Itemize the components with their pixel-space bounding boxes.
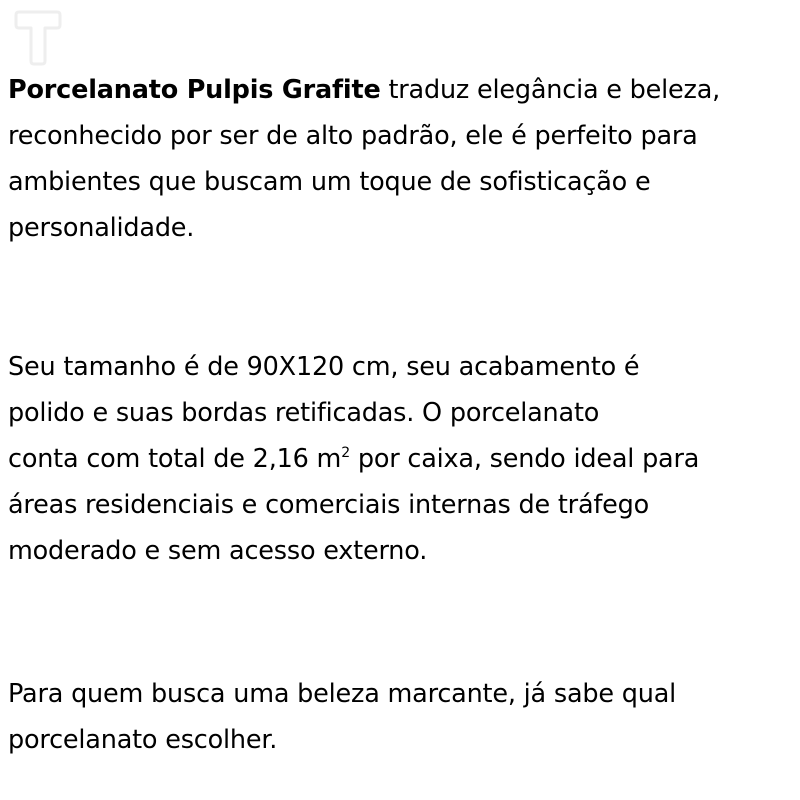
intro-line-2: reconhecido por ser de alto padrão, ele é perfeito para bbox=[8, 121, 698, 151]
specs-line-4: áreas residenciais e comerciais internas de tráfego bbox=[8, 490, 650, 520]
specs-line-3-start: conta com total de 2,16 m bbox=[8, 444, 342, 474]
closing-line-1: Para quem busca uma beleza marcante, já sabe qual bbox=[8, 679, 677, 709]
specs-line-1: Seu tamanho é de 90X120 cm, seu acabamento é bbox=[8, 352, 640, 382]
intro-line-3: ambientes que buscam um toque de sofisticação e bbox=[8, 167, 651, 197]
specs-line-5: moderado e sem acesso externo. bbox=[8, 536, 428, 566]
closing-paragraph bbox=[8, 671, 676, 763]
square-superscript: 2 bbox=[341, 445, 350, 461]
closing-line-2: porcelanato escolher. bbox=[8, 725, 278, 755]
product-name: Porcelanato Pulpis Grafite bbox=[8, 75, 381, 105]
specs-line-3 bbox=[8, 436, 699, 482]
intro-line-1-text: traduz elegância e beleza, bbox=[380, 75, 721, 105]
letter-t-outline-icon bbox=[13, 9, 63, 67]
intro-line-4: personalidade. bbox=[8, 213, 195, 243]
specs-line-2: polido e suas bordas retificadas. O porcelanato bbox=[8, 398, 600, 428]
intro-paragraph bbox=[8, 67, 720, 251]
intro-line-1 bbox=[8, 67, 720, 113]
specs-paragraph bbox=[8, 344, 699, 574]
specs-line-3-end: por caixa, sendo ideal para bbox=[349, 444, 700, 474]
